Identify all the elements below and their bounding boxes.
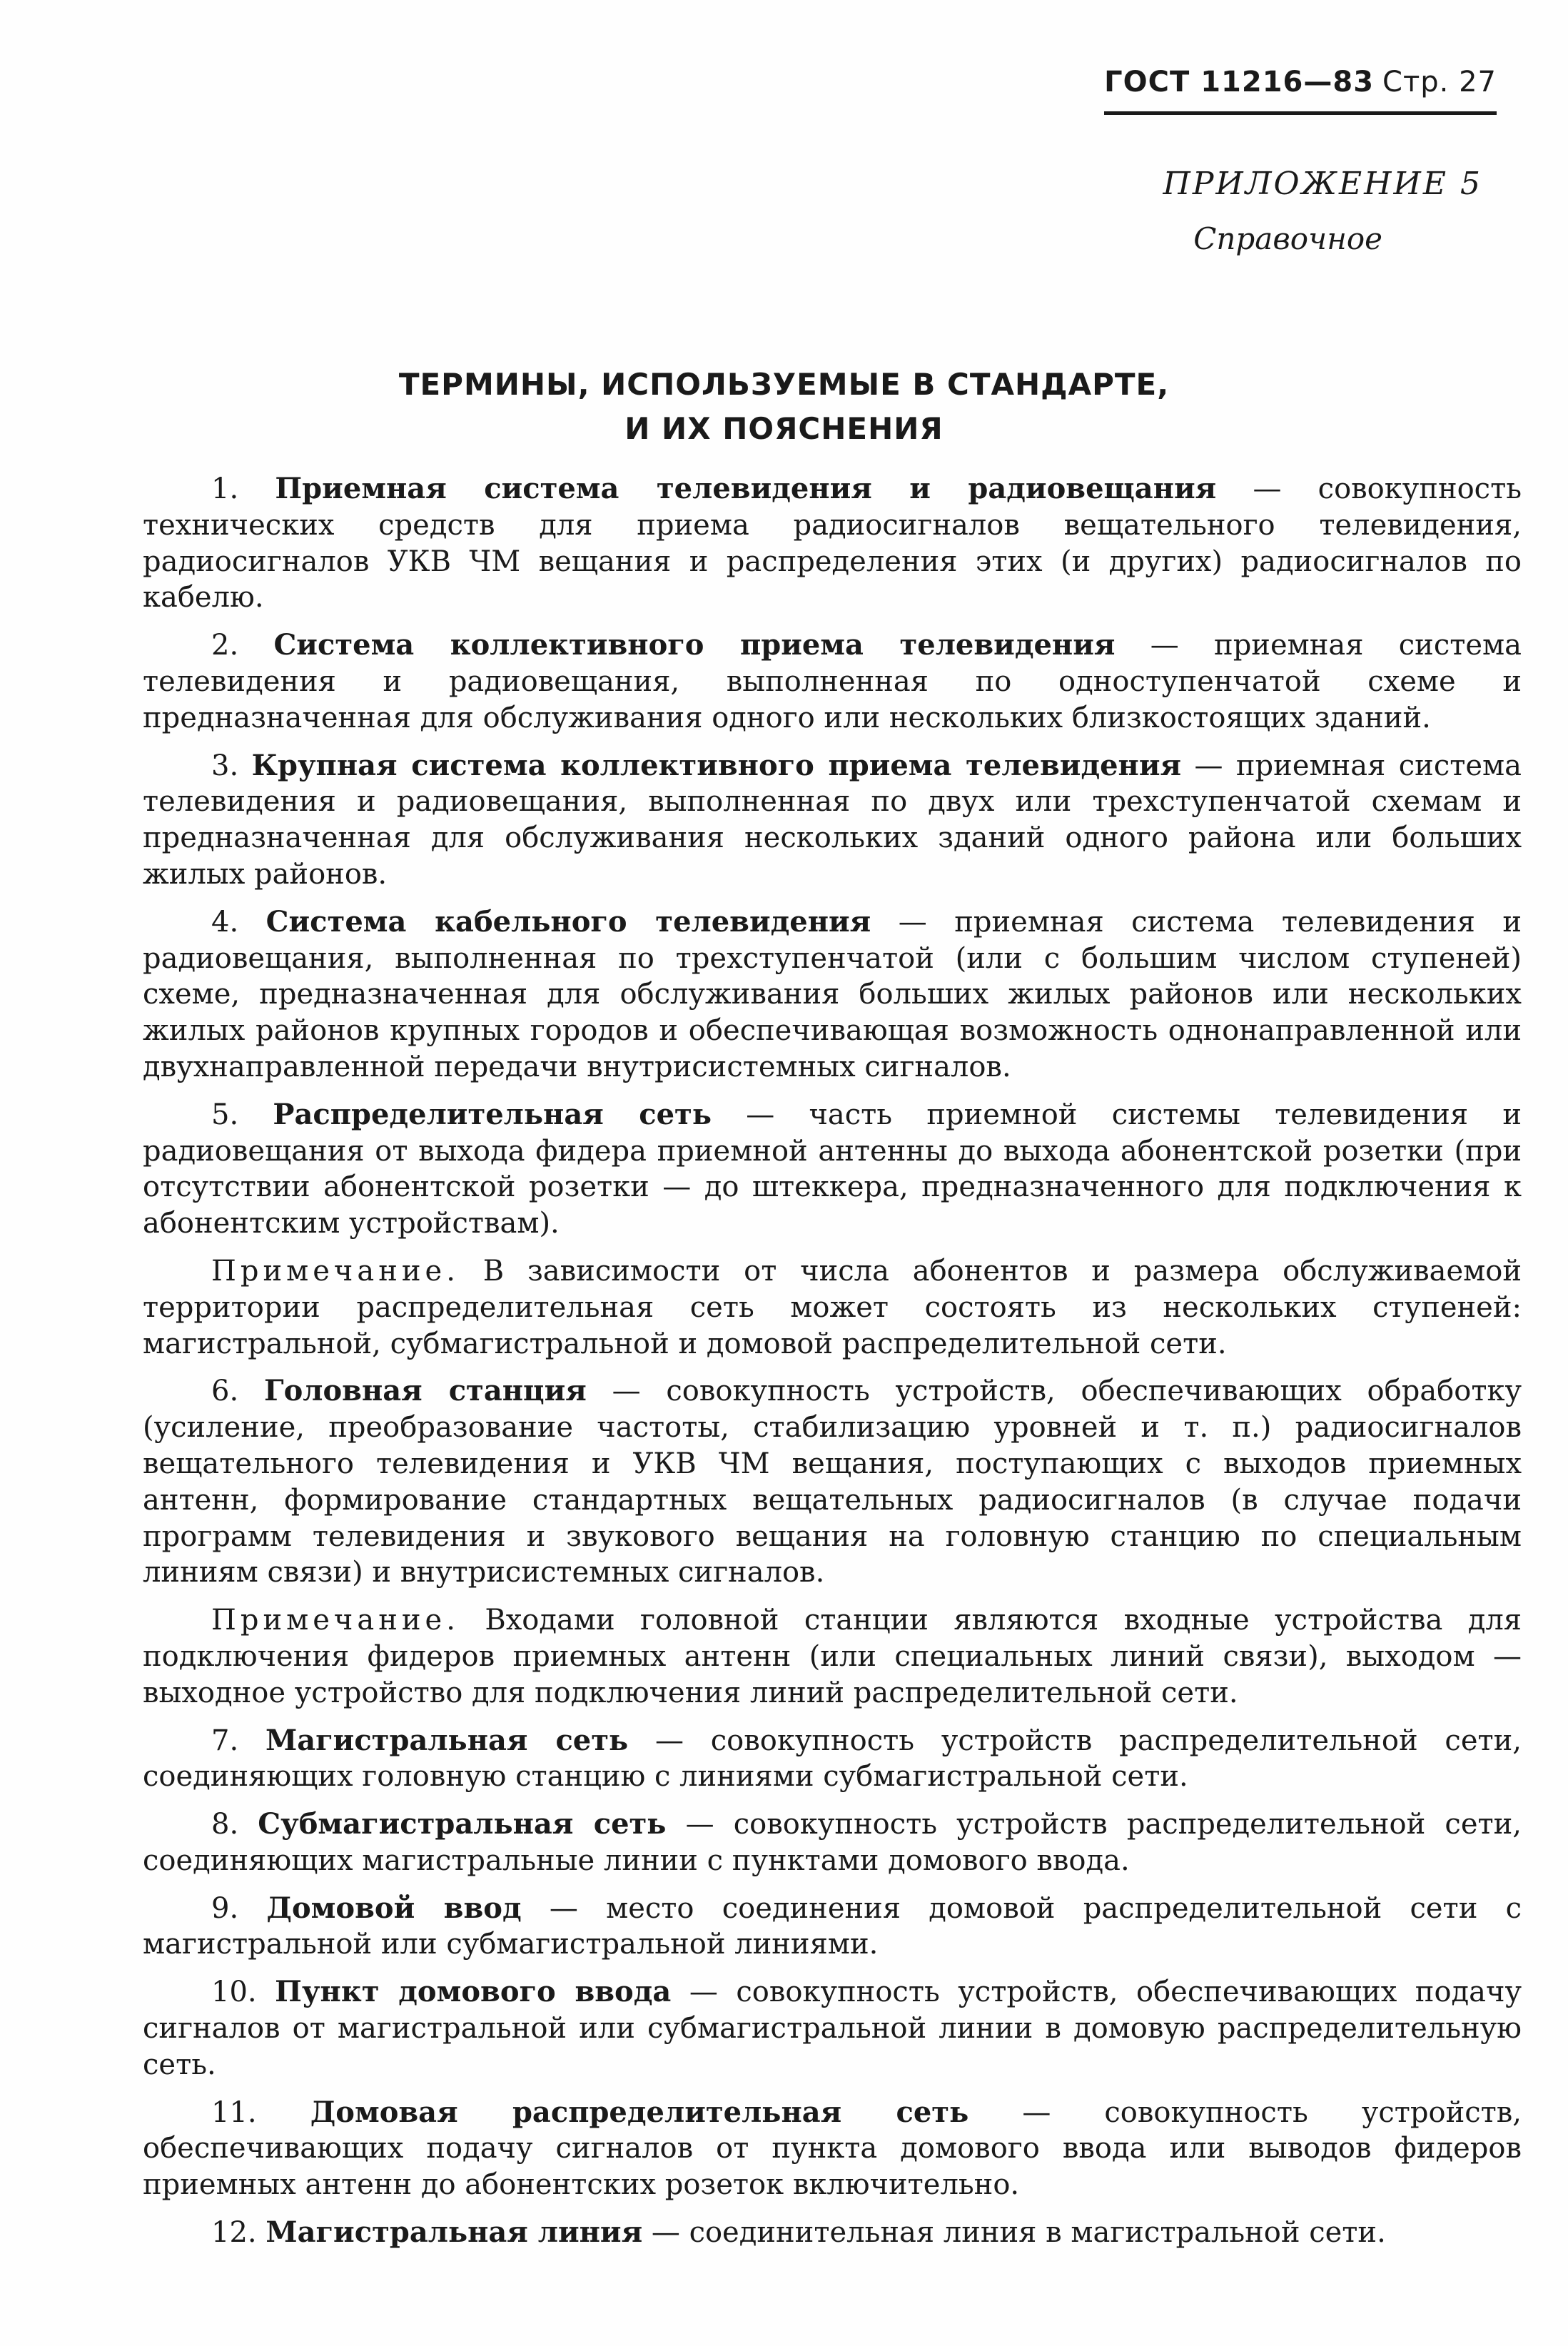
item-definition: — совокупность устройств, обеспечивающих обработку (усиление, преобразование частоты, стабилизацию уровней и т. п.) радиосигналов вещательного телевидения и УКВ ЧМ вещания, поступающих с выходов приемных антенн, формирование стандартных вещательных радиосигналов (в случае подачи программ телевидения и звукового вещания на головную станцию по специальным линиям связи) и внутрисистемных сигналов. xyxy=(143,1375,1522,1589)
item-term: Субмагистральная сеть xyxy=(258,1807,667,1841)
item-definition: — совокупность устройств распределительной сети, соединяющих магистральные линии с пунктами домового ввода. xyxy=(143,1808,1522,1877)
item-term: Система кабельного телевидения xyxy=(265,904,871,939)
note-paragraph xyxy=(143,1253,1522,1362)
item-number: 8. xyxy=(211,1808,239,1841)
item-definition: — совокупность устройств распределительной сети, соединяющих головную станцию с линиями субмагистральной сети. xyxy=(143,1724,1522,1794)
item-number: 4. xyxy=(211,905,239,939)
appendix-type: Справочное xyxy=(1193,221,1382,256)
item-term: Распределительная сеть xyxy=(273,1097,712,1131)
definition-item xyxy=(143,1373,1522,1591)
definition-item xyxy=(143,2095,1522,2203)
item-number: 12. xyxy=(211,2216,257,2250)
item-number: 9. xyxy=(211,1891,239,1925)
item-term: Домовая распределительная сеть xyxy=(310,2095,969,2129)
item-definition: — часть приемной системы телевидения и радиовещания от выхода фидера приемной антенны до выхода абонентской розетки (при отсутствии абонентской розетки — до штеккера, предназначенного для подключения к абонентским устройствам). xyxy=(143,1098,1522,1240)
item-term: Крупная система коллективного приема телевидения xyxy=(251,748,1182,782)
item-term: Домовой ввод xyxy=(266,1891,522,1925)
item-number: 6. xyxy=(211,1375,239,1408)
page-number: Стр. 27 xyxy=(1382,66,1497,98)
item-definition: — приемная система телевидения и радиовещания, выполненная по двух или трехступенчатой схемам и предназначенная для обслуживания нескольких зданий одного района или больших жилых районов. xyxy=(143,749,1522,891)
item-definition: — место соединения домовой распределительной сети с магистральной или субмагистральной линиями. xyxy=(143,1891,1522,1961)
definition-item xyxy=(143,1891,1522,1963)
title-line-2: И ИХ ПОЯСНЕНИЯ xyxy=(624,411,944,446)
item-term: Система коллективного приема телевидения xyxy=(273,628,1116,662)
header-rule xyxy=(1104,111,1497,115)
definition-item xyxy=(143,748,1522,893)
item-term: Головная станция xyxy=(263,1374,587,1408)
item-number: 10. xyxy=(211,1976,257,2009)
item-term: Магистральная линия xyxy=(265,2215,643,2250)
appendix-label: ПРИЛОЖЕНИЕ 5 xyxy=(1163,166,1482,202)
definition-item xyxy=(143,2215,1522,2251)
item-term: Приемная система телевидения и радиовещания xyxy=(275,472,1217,505)
running-header xyxy=(1104,66,1497,98)
item-definition: — соединительная линия в магистральной сети. xyxy=(642,2216,1386,2250)
note-text: Входами головной станции являются входные устройства для подключения фидеров приемных антенн (или специальных линий связи), выходом — выходное устройство для подключения линий распределительной сети. xyxy=(143,1604,1522,1709)
item-definition: — совокупность устройств, обеспечивающих подачу сигналов от магистральной или субмагистральной линии в домовую распределительную сеть. xyxy=(143,1976,1522,2081)
definition-item xyxy=(143,1723,1522,1796)
definition-item xyxy=(143,1097,1522,1242)
definition-item xyxy=(143,1806,1522,1879)
item-number: 7. xyxy=(211,1724,239,1757)
definitions-body xyxy=(143,471,1522,2262)
item-number: 11. xyxy=(211,2095,257,2129)
definition-item xyxy=(143,627,1522,736)
item-number: 2. xyxy=(211,629,239,662)
item-definition: — совокупность технических средств для приема радиосигналов вещательного телевидения, радиосигналов УКВ ЧМ вещания и распределения этих (и других) радиосигналов по кабелю. xyxy=(143,472,1522,615)
item-definition: — совокупность устройств, обеспечивающих подачу сигналов от пункта домового ввода или выводов фидеров приемных антенн до абонентских розеток включительно. xyxy=(143,2095,1522,2202)
title-line-1: ТЕРМИНЫ, ИСПОЛЬЗУЕМЫЕ В СТАНДАРТЕ, xyxy=(398,367,1170,402)
section-title xyxy=(0,363,1568,451)
note-label: Примечание. xyxy=(211,1604,460,1637)
item-number: 1. xyxy=(211,472,239,505)
definition-item xyxy=(143,1974,1522,2083)
item-definition: — приемная система телевидения и радиовещания, выполненная по трехступенчатой (или с большим числом ступеней) схеме, предназначенная для обслуживания больших жилых районов или нескольких жилых районов крупных городов и обеспечивающая возможность однонаправленной или двухнаправленной передачи внутрисистемных сигналов. xyxy=(143,905,1522,1083)
standard-number: ГОСТ 11216—83 xyxy=(1104,66,1375,98)
note-label: Примечание. xyxy=(211,1254,460,1288)
item-number: 5. xyxy=(211,1098,239,1131)
definition-item xyxy=(143,471,1522,616)
item-term: Магистральная сеть xyxy=(265,1723,629,1757)
note-paragraph xyxy=(143,1602,1522,1711)
item-definition: — приемная система телевидения и радиовещания, выполненная по одноступенчатой схеме и предназначенная для обслуживания одного или нескольких близкостоящих зданий. xyxy=(143,629,1522,734)
definition-item xyxy=(143,904,1522,1086)
item-term: Пункт домового ввода xyxy=(275,1975,672,2009)
item-number: 3. xyxy=(211,749,239,782)
note-text: В зависимости от числа абонентов и размера обслуживаемой территории распределительная сеть может состоять из нескольких ступеней: магистральной, субмагистральной и домовой распределительной сети. xyxy=(143,1254,1522,1360)
